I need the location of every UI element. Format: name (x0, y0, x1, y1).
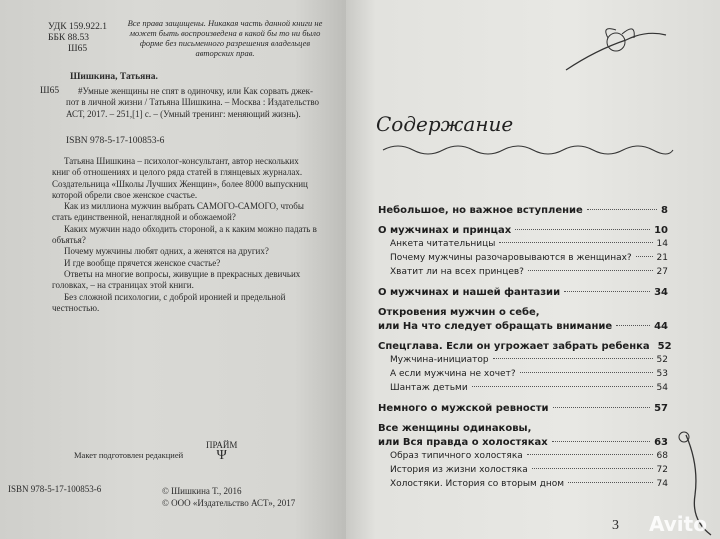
paragraph: Без сложной психологии, с доброй иронией и предельной честностью. (52, 291, 286, 313)
toc-entry[interactable]: Откровения мужчин о себе, (378, 307, 540, 318)
left-page (0, 0, 346, 539)
isbn-bottom: ISBN 978-5-17-100853-6 (8, 484, 102, 494)
paragraph: Татьяна Шишкина – психолог-консультант, автор нескольких книг об отношениях и целого ряда статей в глянцевых журналах. Создательница «Школы Лучших Женщин», более 8000 выпускниц которой обрели свое женское счастье. (52, 156, 308, 200)
table-of-contents (378, 205, 672, 493)
toc-entry[interactable]: Немного о мужской ревности 57 (378, 403, 668, 414)
page-title: Содержание (376, 112, 514, 136)
toc-entry[interactable]: или Вся правда о холостяках 63 (378, 437, 668, 448)
toc-subentry[interactable]: Холостяки. История со вторым дном 74 (390, 479, 668, 489)
paragraph: Почему мужчины любят одних, а женятся на других? (64, 246, 269, 257)
toc-entry[interactable]: О мужчинах и нашей фантазии 34 (378, 287, 668, 298)
bbk: ББК 88.53 (48, 33, 89, 43)
rights-notice: Все права защищены. Никакая часть данной книги не может быть воспроизведена в какой бы то ни было форме без письменного разрешения владельцев авторских прав. (127, 18, 323, 58)
code: Ш65 (68, 44, 88, 54)
isbn: ISBN 978-5-17-100853-6 (66, 136, 165, 146)
toc-subentry[interactable]: Мужчина-инициатор 52 (390, 355, 668, 365)
annotation (52, 156, 318, 314)
toc-entry[interactable]: или На что следует обращать внимание 44 (378, 321, 668, 332)
layout-credit: Макет подготовлен редакцией (74, 450, 184, 460)
toc-entry[interactable]: О мужчинах и принцах 10 (378, 225, 668, 236)
paragraph: Как из миллиона мужчин выбрать САМОГО-САМОГО, чтобы стать единственной, ненаглядной и обожаемой? (52, 201, 304, 223)
cupid-ornament-icon (556, 20, 676, 80)
toc-subentry[interactable]: История из жизни холостяка 72 (390, 465, 668, 475)
udk: УДК 159.922.1 (48, 22, 107, 32)
toc-entry[interactable]: Небольшое, но важное вступление 8 (378, 205, 668, 216)
toc-entry[interactable]: Спецглава. Если он угрожает забрать ребенка 52 (378, 341, 672, 352)
avito-watermark: Avito (649, 512, 707, 536)
paragraph: И где вообще прячется женское счастье? (64, 257, 221, 268)
copyright-publisher: © ООО «Издательство АСТ», 2017 (162, 498, 296, 508)
toc-subentry[interactable]: Хватит ли на всех принцев? 27 (390, 267, 668, 277)
toc-subentry[interactable]: Анкета читательницы 14 (390, 239, 668, 249)
logo-psi-icon: Ψ (216, 448, 227, 463)
paragraph: Ответы на многие вопросы, живущие в прекрасных девичьих головках, – на страницах этой книги. (52, 268, 301, 291)
logo-text: ПРАЙМ (206, 440, 238, 450)
author: Шишкина, Татьяна. (70, 72, 158, 82)
toc-subentry[interactable]: Образ типичного холостяка 68 (390, 451, 668, 461)
page-number: 3 (612, 518, 619, 533)
prime-logo (206, 440, 237, 462)
toc-subentry[interactable]: Шантаж детьми 54 (390, 383, 668, 393)
bibliographic-record: #Умные женщины не спят в одиночку, или Как сорвать джек-пот в личной жизни / Татьяна Шишкина. – Москва : Издательство АСТ, 2017. – 251,[1] с. – (Умный тренинг: меняющий жизнь). (66, 86, 320, 119)
toc-subentry[interactable]: А если мужчина не хочет? 53 (390, 369, 668, 379)
toc-entry[interactable]: Все женщины одинаковы, (378, 423, 532, 434)
code2: Ш65 (40, 86, 60, 96)
paragraph: Каких мужчин надо обходить стороной, а к каким можно падать в объятья? (52, 223, 317, 246)
toc-subentry[interactable]: Почему мужчины разочаровываются в женщинах? 21 (390, 253, 668, 263)
divider-ornament-icon (378, 142, 678, 158)
copyright-author: © Шишкина Т., 2016 (162, 486, 242, 496)
